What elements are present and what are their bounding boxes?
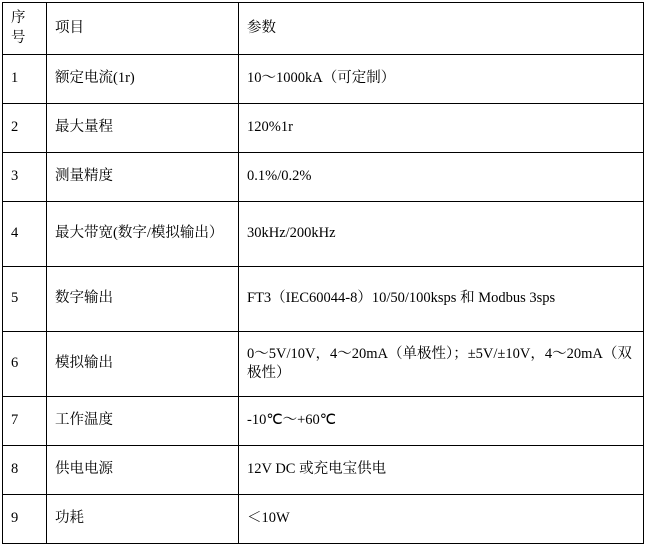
row-item: 最大量程 [47, 104, 239, 153]
row-item: 工作温度 [47, 397, 239, 446]
table-body [3, 55, 644, 544]
column-header-no: 序号 [3, 3, 47, 55]
row-param: 30kHz/200kHz [239, 202, 644, 267]
table-row [3, 267, 644, 332]
row-param: 120%1r [239, 104, 644, 153]
table-row [3, 202, 644, 267]
table-row [3, 55, 644, 104]
row-number: 1 [3, 55, 47, 104]
table-row [3, 153, 644, 202]
row-number: 7 [3, 397, 47, 446]
row-number: 8 [3, 446, 47, 495]
row-param: 0.1%/0.2% [239, 153, 644, 202]
row-number: 2 [3, 104, 47, 153]
table-header [3, 3, 644, 55]
row-param: 0～5V/10V，4～20mA（单极性）；±5V/±10V，4～20mA（双极性） [239, 332, 644, 397]
row-item: 模拟输出 [47, 332, 239, 397]
row-item: 功耗 [47, 495, 239, 544]
column-header-item: 项目 [47, 3, 239, 55]
row-param: -10℃～+60℃ [239, 397, 644, 446]
table-row [3, 397, 644, 446]
row-item: 最大带宽(数字/模拟输出） [47, 202, 239, 267]
column-header-param: 参数 [239, 3, 644, 55]
row-param: 10～1000kA（可定制） [239, 55, 644, 104]
row-item: 供电电源 [47, 446, 239, 495]
table-row [3, 446, 644, 495]
table-row [3, 104, 644, 153]
row-number: 3 [3, 153, 47, 202]
row-item: 测量精度 [47, 153, 239, 202]
row-param: 12V DC 或充电宝供电 [239, 446, 644, 495]
row-item: 额定电流(1r) [47, 55, 239, 104]
table-row [3, 332, 644, 397]
row-param: ＜10W [239, 495, 644, 544]
row-number: 5 [3, 267, 47, 332]
specification-table [2, 2, 644, 544]
row-number: 9 [3, 495, 47, 544]
row-number: 4 [3, 202, 47, 267]
row-param: FT3（IEC60044-8）10/50/100ksps 和 Modbus 3sps [239, 267, 644, 332]
row-item: 数字输出 [47, 267, 239, 332]
table-header-row [3, 3, 644, 55]
row-number: 6 [3, 332, 47, 397]
